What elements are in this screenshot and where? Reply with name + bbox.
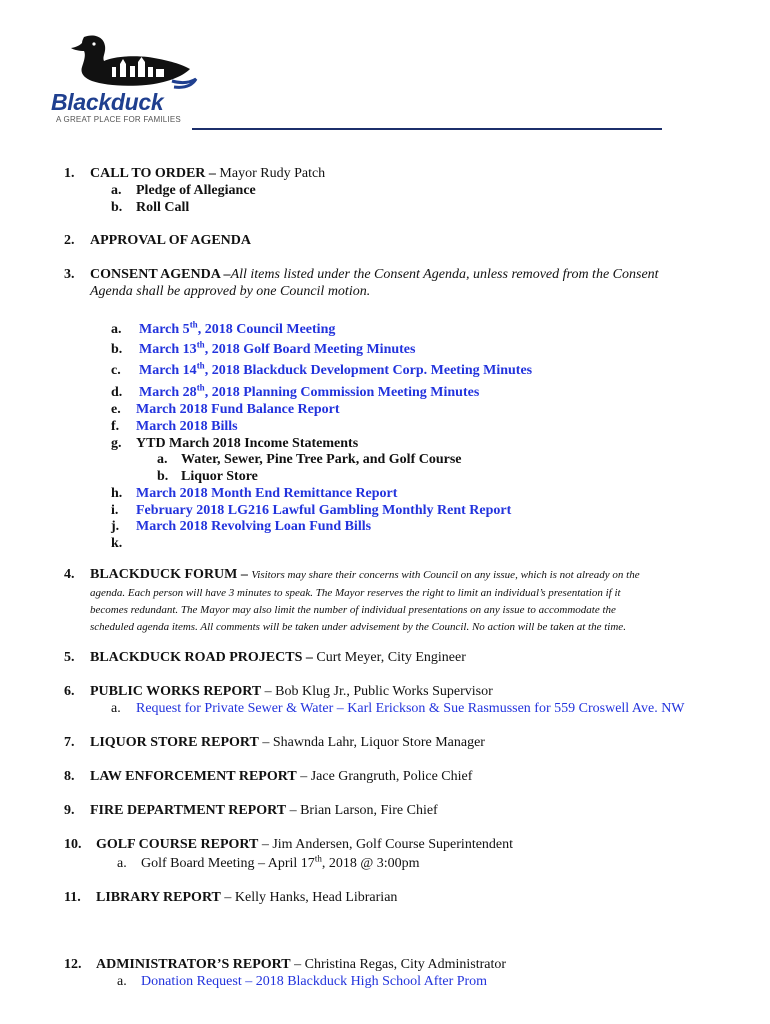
agenda-item-11-text (96, 890, 397, 906)
item-description: All items listed under the Consent Agenda, unless removed from the Consent (230, 267, 659, 282)
subitem-3a-letter: a. (111, 322, 122, 337)
item-description: – Bob Klug Jr., Public Works Supervisor (264, 684, 493, 699)
subitem-1b: b. (111, 200, 123, 215)
item-description: – Christina Regas, City Administrator (294, 957, 507, 972)
item-description: – Jace Grangruth, Police Chief (300, 769, 473, 784)
agenda-item-1: 1. (64, 166, 75, 181)
subitem-3h-letter: h. (111, 486, 123, 501)
consent-link-3c[interactable]: March 14th, 2018 Blackduck Development Corp. Meeting Minutes (139, 360, 533, 378)
agenda-item-8-num: 8. (64, 769, 75, 784)
agenda-item-2-num: 2. (64, 233, 75, 248)
agenda-item-9-text (90, 803, 438, 819)
consent-link-3f[interactable]: March 2018 Bills (136, 419, 238, 434)
consent-link-3d[interactable]: March 28th, 2018 Planning Commission Meeting Minutes (139, 382, 480, 400)
agenda-item-5-num: 5. (64, 650, 75, 665)
agenda-item-10-text (96, 837, 513, 853)
agenda-item-12-text (96, 957, 506, 973)
agenda-item-6-num: 6. (64, 684, 75, 699)
item-description: – Shawnda Lahr, Liquor Store Manager (262, 735, 485, 750)
golf-board-meeting: Golf Board Meeting – April 17th, 2018 @ 3:00pm (141, 853, 420, 871)
header-divider (192, 128, 662, 130)
consent-link-3a[interactable]: March 5th, 2018 Council Meeting (139, 319, 336, 337)
item-title: FIRE DEPARTMENT REPORT (90, 803, 287, 818)
item-description: Curt Meyer, City Engineer (316, 650, 466, 665)
item-title: LIQUOR STORE REPORT (90, 735, 259, 750)
agenda-item-5-text (90, 650, 466, 666)
subitem-3b-letter: b. (111, 342, 123, 357)
subitem-3e-letter: e. (111, 402, 121, 417)
item-title: GOLF COURSE REPORT (96, 837, 259, 852)
agenda-item-7-num: 7. (64, 735, 75, 750)
subitem-3g-a-letter: a. (157, 452, 168, 467)
item-description: Mayor Rudy Patch (219, 166, 326, 181)
consent-link-3b[interactable]: March 13th, 2018 Golf Board Meeting Minutes (139, 339, 416, 357)
subitem-3g-a-text: Water, Sewer, Pine Tree Park, and Golf Course (181, 452, 462, 467)
brand-name: Blackduck (51, 89, 164, 115)
agenda-item-11-num: 11. (64, 890, 81, 905)
agenda-item-4-text (90, 567, 640, 583)
blackduck-logo (50, 33, 198, 133)
agenda-item-7-text (90, 735, 485, 751)
subitem-3g-b-text: Liquor Store (181, 469, 258, 484)
agenda-item-4-num: 4. (64, 567, 75, 582)
subitem-12a-letter: a. (117, 974, 127, 989)
consent-link-3e[interactable]: March 2018 Fund Balance Report (136, 402, 340, 417)
subitem-3k-letter: k. (111, 536, 123, 551)
forum-desc-3: becomes redundant. The Mayor may also limit the number of individual presentations on any issue to accommodate the (90, 604, 616, 616)
subitem-3i-letter: i. (111, 503, 119, 518)
brand-tagline: A GREAT PLACE FOR FAMILIES (56, 115, 181, 124)
subitem-6a-letter: a. (111, 701, 121, 716)
item-description: – Kelly Hanks, Head Librarian (224, 890, 398, 905)
item-title: ADMINISTRATOR’S REPORT (96, 957, 291, 972)
item-title: BLACKDUCK ROAD PROJECTS – (90, 650, 313, 665)
agenda-item-12-num: 12. (64, 957, 82, 972)
agenda-item-3-text-cont: Agenda shall be approved by one Council motion. (90, 284, 371, 299)
agenda-item-2-title: APPROVAL OF AGENDA (90, 233, 252, 248)
subitem-1b-text: Roll Call (136, 200, 190, 215)
subitem-3g-text: YTD March 2018 Income Statements (136, 436, 359, 451)
item-title: BLACKDUCK FORUM – (90, 567, 248, 582)
item-title: CALL TO ORDER – (90, 166, 216, 181)
subitem-10a-letter: a. (117, 856, 127, 871)
item-title: PUBLIC WORKS REPORT (90, 684, 262, 699)
subitem-3c-letter: c. (111, 363, 121, 378)
donation-request-link[interactable]: Donation Request – 2018 Blackduck High School After Prom (141, 974, 488, 989)
subitem-3j-letter: j. (111, 519, 120, 534)
public-works-request-link[interactable]: Request for Private Sewer & Water – Karl Erickson & Sue Rasmussen for 559 Croswell Ave. NW (136, 701, 685, 716)
subitem-3g-b-letter: b. (157, 469, 169, 484)
consent-link-3h[interactable]: March 2018 Month End Remittance Report (136, 486, 398, 501)
item-description: Visitors may share their concerns with Council on any issue, which is not already on the (251, 569, 640, 581)
item-title: LAW ENFORCEMENT REPORT (90, 769, 297, 784)
consent-link-3j[interactable]: March 2018 Revolving Loan Fund Bills (136, 519, 372, 534)
forum-desc-4: scheduled agenda items. All comments will be taken under advisement by the Council. No action will be taken at the time. (90, 621, 626, 633)
agenda-item-1-text (90, 166, 325, 182)
consent-link-3i[interactable]: February 2018 LG216 Lawful Gambling Monthly Rent Report (136, 503, 512, 518)
duck-icon (50, 33, 198, 95)
subitem-1a: a. (111, 183, 122, 198)
item-title: LIBRARY REPORT (96, 890, 221, 905)
item-title: CONSENT AGENDA – (90, 267, 231, 282)
agenda-item-6-text (90, 684, 493, 700)
item-description: – Brian Larson, Fire Chief (289, 803, 438, 818)
agenda-item-9-num: 9. (64, 803, 75, 818)
agenda-item-3-text (90, 267, 659, 283)
agenda-item-10-num: 10. (64, 837, 82, 852)
subitem-1a-text: Pledge of Allegiance (136, 183, 256, 198)
subitem-3d-letter: d. (111, 385, 123, 400)
subitem-3g-letter: g. (111, 436, 122, 451)
agenda-item-8-text (90, 769, 472, 785)
agenda-item-3-num: 3. (64, 267, 75, 282)
item-description: – Jim Andersen, Golf Course Superintendent (261, 837, 514, 852)
forum-desc-2: agenda. Each person will have 3 minutes to speak. The Mayor reserves the right to limit an individual’s presentation if it (90, 587, 621, 599)
subitem-3f-letter: f. (111, 419, 120, 434)
